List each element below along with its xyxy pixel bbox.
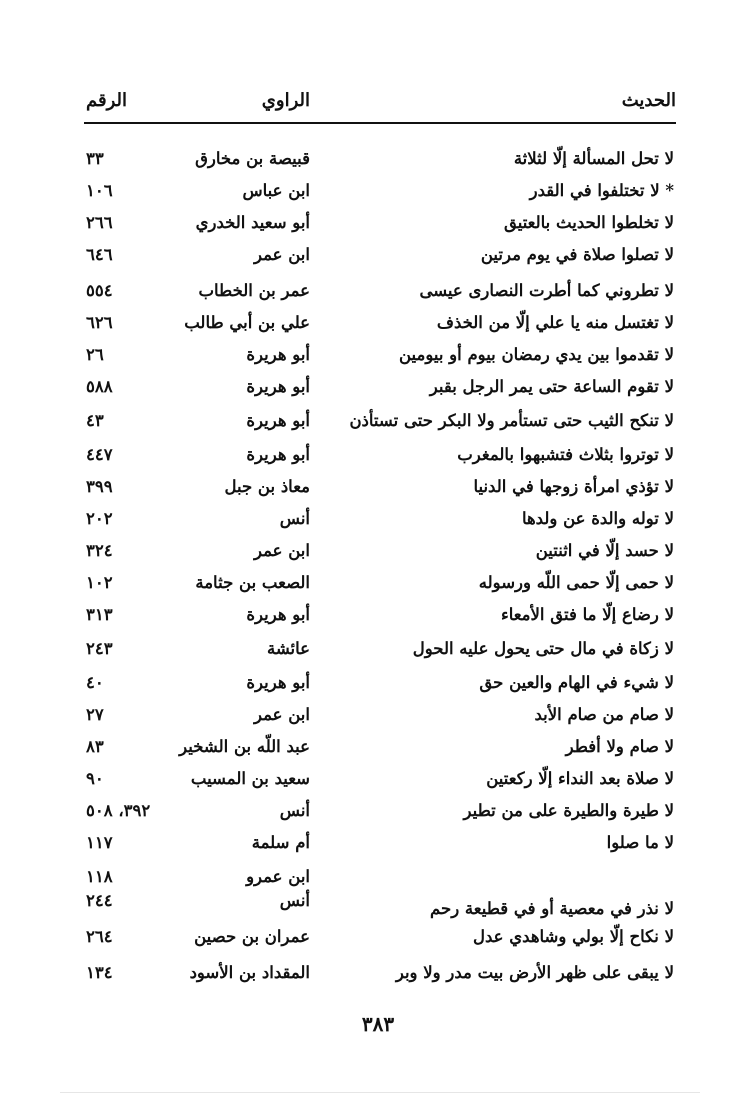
hadith-number: ١١٧ xyxy=(86,833,113,852)
table-row xyxy=(84,472,676,502)
page-number: ٣٨٣ xyxy=(361,1012,395,1036)
hadith-text: لا توله والدة عن ولدها xyxy=(521,509,674,528)
narrator-name: أنس xyxy=(279,801,310,820)
hadith-text: لا نذر في معصية أو في قطيعة رحم xyxy=(430,899,674,918)
hadith-text: لا حمى إلّا حمى اللّه ورسوله xyxy=(478,573,674,592)
narrator-name: سعيد بن المسيب xyxy=(190,769,310,788)
hadith-number: ٢٦ xyxy=(86,345,104,364)
hadith-number: ٣٢٤ xyxy=(86,541,113,560)
table-row xyxy=(84,668,676,698)
hadith-number: ٢٧ xyxy=(86,705,104,724)
hadith-number: ١٠٢ xyxy=(86,573,113,592)
hadith-text: لا تقوم الساعة حتى يمر الرجل بقبر xyxy=(429,377,674,396)
header-narrator: الراوي xyxy=(261,90,310,111)
hadith-number: ١١٨ xyxy=(86,867,113,886)
hadith-text: لا تطروني كما أطرت النصارى عيسى xyxy=(419,281,674,300)
narrator-name: أبو هريرة xyxy=(246,377,310,396)
table-row xyxy=(84,240,676,270)
hadith-number: ٢٦٦ xyxy=(86,213,113,232)
table-row xyxy=(84,796,676,826)
hadith-text: لا صلاة بعد النداء إلّا ركعتين xyxy=(486,769,674,788)
hadith-text: لا تغتسل منه يا علي إلّا من الخذف xyxy=(436,313,674,332)
table-row xyxy=(84,340,676,370)
narrator-name: أبو هريرة xyxy=(246,411,310,430)
hadith-number: ٦٢٦ xyxy=(86,313,113,332)
narrator-name: أم سلمة xyxy=(251,833,310,852)
hadith-number: ٤٠ xyxy=(86,673,104,692)
table-row xyxy=(84,886,676,916)
table-row xyxy=(84,922,676,952)
table-row xyxy=(84,406,676,436)
narrator-name: ابن عمر xyxy=(254,705,310,724)
table-row xyxy=(84,600,676,630)
hadith-text: لا تحل المسألة إلّا لثلاثة xyxy=(513,149,674,168)
hadith-text: لا ما صلوا xyxy=(606,833,674,852)
hadith-number: ٣١٣ xyxy=(86,605,113,624)
hadith-text: لا تنكح الثيب حتى تستأمر ولا البكر حتى تستأذن xyxy=(349,411,674,430)
hadith-text: لا تصلوا صلاة في يوم مرتين xyxy=(480,245,674,264)
narrator-name: ابن عمرو xyxy=(246,867,310,886)
narrator-name: أنس xyxy=(279,891,310,910)
hadith-number: ٥٨٨ xyxy=(86,377,113,396)
narrator-name: أبو هريرة xyxy=(246,605,310,624)
narrator-name: الصعب بن جثامة xyxy=(195,573,310,592)
hadith-text: لا يبقى على ظهر الأرض بيت مدر ولا وبر xyxy=(395,963,674,982)
hadith-text: لا تقدموا بين يدي رمضان بيوم أو بيومين xyxy=(398,345,674,364)
hadith-text: لا شيء في الهام والعين حق xyxy=(479,673,674,692)
table-row xyxy=(84,504,676,534)
hadith-text: لا نكاح إلّا بولي وشاهدي عدل xyxy=(473,927,674,946)
narrator-name: علي بن أبي طالب xyxy=(184,313,310,332)
narrator-name: أبو هريرة xyxy=(246,445,310,464)
hadith-text: لا صام ولا أفطر xyxy=(565,737,674,756)
hadith-number: ١٠٦ xyxy=(86,181,113,200)
narrator-name: ابن عمر xyxy=(254,541,310,560)
hadith-number: ١٣٤ xyxy=(86,963,113,982)
narrator-name: أبو سعيد الخدري xyxy=(195,213,310,232)
table-row xyxy=(84,958,676,988)
hadith-text: لا تؤذي امرأة زوجها في الدنيا xyxy=(473,477,674,496)
table-header xyxy=(84,86,676,124)
narrator-name: المقداد بن الأسود xyxy=(189,963,310,982)
hadith-number: ٣٩٩ xyxy=(86,477,113,496)
narrator-name: عمران بن حصين xyxy=(194,927,310,946)
hadith-text: لا صام من صام الأبد xyxy=(534,705,674,724)
hadith-number: ٢٦٤ xyxy=(86,927,113,946)
table-row xyxy=(84,764,676,794)
narrator-name: عائشة xyxy=(266,639,310,658)
narrator-name: عمر بن الخطاب xyxy=(198,281,310,300)
table-row xyxy=(84,700,676,730)
hadith-number: ٣٣ xyxy=(86,149,104,168)
hadith-number: ٢٤٣ xyxy=(86,639,113,658)
hadith-number: ٢٤٤ xyxy=(86,891,113,910)
table-row xyxy=(84,536,676,566)
hadith-text: لا رضاع إلّا ما فتق الأمعاء xyxy=(500,605,674,624)
narrator-name: أنس xyxy=(279,509,310,528)
hadith-text: لا طيرة والطيرة على من تطير xyxy=(463,801,674,820)
narrator-name: قبيصة بن مخارق xyxy=(195,149,310,168)
narrator-name: أبو هريرة xyxy=(246,673,310,692)
table-row xyxy=(84,568,676,598)
hadith-number: ٤٤٧ xyxy=(86,445,113,464)
hadith-text: لا توتروا بثلاث فتشبهوا بالمغرب xyxy=(457,445,674,464)
hadith-number: ٤٣ xyxy=(86,411,104,430)
table-row xyxy=(84,208,676,238)
hadith-text: * لا تختلفوا في القدر xyxy=(529,181,674,200)
hadith-number: ٥٥٤ xyxy=(86,281,113,300)
table-row xyxy=(84,732,676,762)
narrator-name: أبو هريرة xyxy=(246,345,310,364)
table-row xyxy=(84,440,676,470)
table-row xyxy=(84,372,676,402)
hadith-text: لا تخلطوا الحديث بالعتيق xyxy=(503,213,674,232)
hadith-number: ٢٠٢ xyxy=(86,509,113,528)
header-number: الرقم xyxy=(86,90,128,111)
narrator-name: معاذ بن جبل xyxy=(224,477,310,496)
table-row xyxy=(84,144,676,174)
hadith-number: ٣٩٢، ٥٠٨ xyxy=(86,801,151,820)
hadith-text: لا زكاة في مال حتى يحول عليه الحول xyxy=(412,639,674,658)
header-hadith: الحديث xyxy=(621,90,676,111)
narrator-name: ابن عباس xyxy=(242,181,310,200)
hadith-number: ٨٣ xyxy=(86,737,104,756)
table-row xyxy=(84,276,676,306)
table-row xyxy=(84,176,676,206)
hadith-number: ٦٤٦ xyxy=(86,245,113,264)
narrator-name: عبد اللّه بن الشخير xyxy=(179,737,310,756)
table-row xyxy=(84,634,676,664)
hadith-number: ٩٠ xyxy=(86,769,104,788)
table-row xyxy=(84,828,676,858)
table-row xyxy=(84,308,676,338)
page-edge-line xyxy=(60,1092,700,1093)
narrator-name: ابن عمر xyxy=(254,245,310,264)
hadith-text: لا حسد إلّا في اثنتين xyxy=(535,541,674,560)
